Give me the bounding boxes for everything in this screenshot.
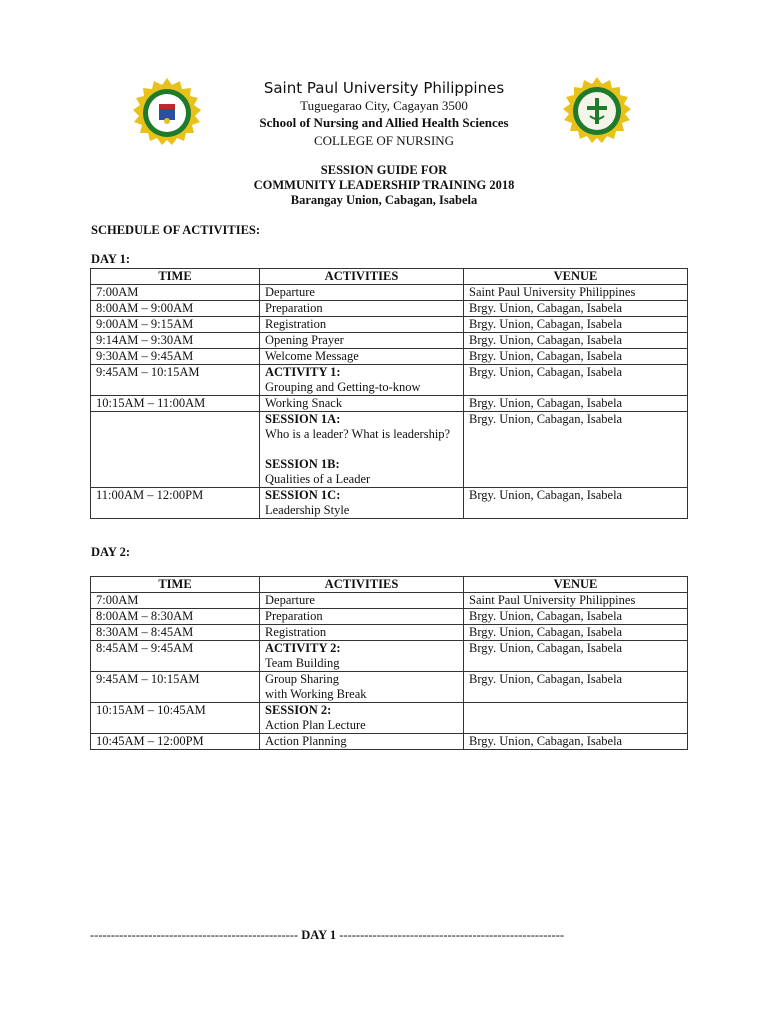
spacer — [265, 442, 458, 457]
venue-cell: Brgy. Union, Cabagan, Isabela — [464, 365, 688, 396]
time-cell: 9:45AM – 10:15AM — [91, 672, 260, 703]
activity-description: Action Plan Lecture — [265, 718, 366, 732]
table-row — [91, 672, 688, 703]
activity-cell: Preparation — [260, 301, 464, 317]
time-cell: 8:30AM – 8:45AM — [91, 625, 260, 641]
table-row — [91, 365, 688, 396]
table-row — [91, 625, 688, 641]
table-row — [91, 412, 688, 488]
venue-cell: Brgy. Union, Cabagan, Isabela — [464, 333, 688, 349]
table-row — [91, 396, 688, 412]
venue-cell: Brgy. Union, Cabagan, Isabela — [464, 641, 688, 672]
activity-description: Grouping and Getting-to-know — [265, 380, 421, 394]
venue-cell: Brgy. Union, Cabagan, Isabela — [464, 672, 688, 703]
venue-cell: Brgy. Union, Cabagan, Isabela — [464, 317, 688, 333]
activity-title: SESSION 2: — [265, 703, 332, 717]
time-cell — [91, 412, 260, 488]
activity-title: ACTIVITY 2: — [265, 641, 341, 655]
day-2-schedule-table — [90, 576, 688, 750]
venue-cell — [464, 703, 688, 734]
column-header-venue: VENUE — [464, 577, 688, 593]
activity-cell — [260, 672, 464, 703]
activity-cell: Departure — [260, 593, 464, 609]
activity-cell — [260, 641, 464, 672]
activity-description-line-2: with Working Break — [265, 687, 367, 701]
activity-cell — [260, 488, 464, 519]
footer-dashes-right: ------------------------------------------------------ — [339, 928, 565, 942]
table-row — [91, 488, 688, 519]
time-cell: 8:45AM – 9:45AM — [91, 641, 260, 672]
activity-cell — [260, 365, 464, 396]
venue-cell: Brgy. Union, Cabagan, Isabela — [464, 301, 688, 317]
table-row — [91, 333, 688, 349]
venue-cell: Brgy. Union, Cabagan, Isabela — [464, 734, 688, 750]
activity-description: Group Sharing — [265, 672, 339, 686]
time-cell: 9:30AM – 9:45AM — [91, 349, 260, 365]
table-row — [91, 349, 688, 365]
day-1-heading: DAY 1: — [91, 252, 131, 266]
title-line-1: SESSION GUIDE FOR — [320, 163, 448, 177]
activity-title: SESSION 1C: — [265, 488, 341, 502]
activity-title: ACTIVITY 1: — [265, 365, 341, 379]
title-line-2: COMMUNITY LEADERSHIP TRAINING 2018 — [253, 178, 515, 192]
column-header-activities: ACTIVITIES — [260, 577, 464, 593]
activity-description: Team Building — [265, 656, 340, 670]
column-header-activities: ACTIVITIES — [260, 269, 464, 285]
table-row — [91, 609, 688, 625]
session-1b-topic: Qualities of a Leader — [265, 472, 371, 486]
time-cell: 8:00AM – 8:30AM — [91, 609, 260, 625]
table-row — [91, 734, 688, 750]
day-1-schedule-table — [90, 268, 688, 519]
activity-cell: Action Planning — [260, 734, 464, 750]
schedule-heading: SCHEDULE OF ACTIVITIES: — [91, 223, 261, 237]
session-1b-title: SESSION 1B: — [265, 457, 340, 471]
title-line-3: Barangay Union, Cabagan, Isabela — [290, 193, 478, 207]
time-cell: 10:15AM – 10:45AM — [91, 703, 260, 734]
time-cell: 8:00AM – 9:00AM — [91, 301, 260, 317]
activity-description: Leadership Style — [265, 503, 350, 517]
activity-cell: Opening Prayer — [260, 333, 464, 349]
time-cell: 10:45AM – 12:00PM — [91, 734, 260, 750]
table-row — [91, 285, 688, 301]
time-cell: 9:00AM – 9:15AM — [91, 317, 260, 333]
time-cell: 11:00AM – 12:00PM — [91, 488, 260, 519]
activity-cell: Preparation — [260, 609, 464, 625]
activity-cell: Departure — [260, 285, 464, 301]
column-header-venue: VENUE — [464, 269, 688, 285]
time-cell: 9:14AM – 9:30AM — [91, 333, 260, 349]
venue-cell: Brgy. Union, Cabagan, Isabela — [464, 609, 688, 625]
college-name: COLLEGE OF NURSING — [313, 133, 455, 148]
footer-dashes-left: -------------------------------------------------- — [90, 928, 299, 942]
day-2-heading: DAY 2: — [91, 545, 131, 559]
column-header-time: TIME — [91, 269, 260, 285]
activity-cell — [260, 412, 464, 488]
session-1a-title: SESSION 1A: — [265, 412, 341, 426]
activity-cell: Welcome Message — [260, 349, 464, 365]
activity-cell: Registration — [260, 625, 464, 641]
document-title — [0, 163, 768, 208]
column-header-time: TIME — [91, 577, 260, 593]
venue-cell: Brgy. Union, Cabagan, Isabela — [464, 488, 688, 519]
venue-cell: Brgy. Union, Cabagan, Isabela — [464, 625, 688, 641]
activity-cell: Registration — [260, 317, 464, 333]
page-footer — [90, 928, 675, 943]
time-cell: 9:45AM – 10:15AM — [91, 365, 260, 396]
table-row — [91, 317, 688, 333]
letterhead — [0, 78, 768, 149]
venue-cell: Brgy. Union, Cabagan, Isabela — [464, 396, 688, 412]
time-cell: 10:15AM – 11:00AM — [91, 396, 260, 412]
time-cell: 7:00AM — [91, 285, 260, 301]
session-1a-topic: Who is a leader? What is leadership? — [265, 427, 451, 441]
activity-cell: Working Snack — [260, 396, 464, 412]
activity-cell — [260, 703, 464, 734]
university-address: Tuguegarao City, Cagayan 3500 — [300, 98, 468, 113]
venue-cell: Saint Paul University Philippines — [464, 593, 688, 609]
table-row — [91, 301, 688, 317]
venue-cell: Brgy. Union, Cabagan, Isabela — [464, 349, 688, 365]
time-cell: 7:00AM — [91, 593, 260, 609]
university-name: Saint Paul University Philippines — [263, 79, 505, 97]
table-row — [91, 641, 688, 672]
table-header-row — [91, 269, 688, 285]
venue-cell: Saint Paul University Philippines — [464, 285, 688, 301]
footer-label: DAY 1 — [301, 928, 337, 942]
table-row — [91, 703, 688, 734]
table-header-row — [91, 577, 688, 593]
school-name: School of Nursing and Allied Health Sciences — [259, 115, 509, 130]
table-row — [91, 593, 688, 609]
venue-cell: Brgy. Union, Cabagan, Isabela — [464, 412, 688, 488]
